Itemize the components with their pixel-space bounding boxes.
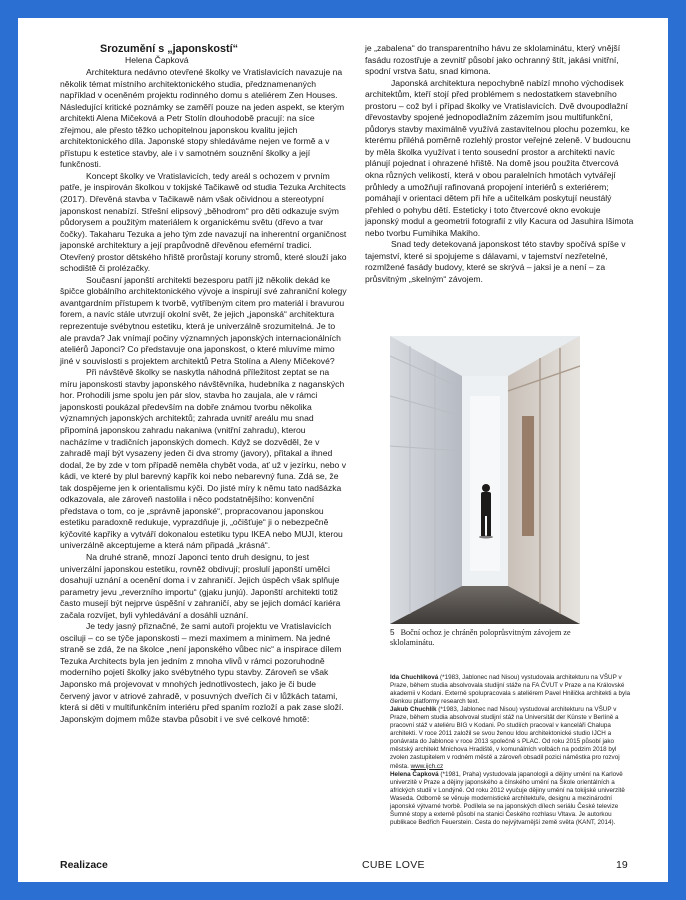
corridor-photo-illustration	[390, 336, 580, 624]
bio-text: (*1983, Jablonec nad Nisou) vystudoval architekturu na VŠUP v Praze, během studia absolvoval studijní stáž na Universität der Künste v Berlíně a pracovní stáž v ateliéru BIG v Kodani. Po studiích pracoval v kanceláři Chalupa architekti. V roce 2011 založil se svou ženou Idou architektonické studio IJCH a ponávrata do Jablonce v roce 2013 společně s PLAC. Od roku 2015 působí jako městský architekt Mnichova Hradiště, v komunálních volbách na podzim 2018 byl zvolen zastupitelem v rodném městě a zároveň obsadil pozici náměstka pro rozvoj města.	[390, 706, 620, 770]
bio-text: (*1981, Praha) vystudovala japanologii a dějiny umění na Karlově univerzitě v Praze a dějiny japonského a čínského umění na Škole orientálních a afrických studií v Londýně. Od roku 2012 vyučuje dějiny umění na tokijské univerzitě Waseda. Odborně se věnuje modernistické architektuře, designu a mezinárodní japonské výtvarné tvorbě. Podílela se na japonských dílech seriálu České televize Šumné stopy a externě působí na stanici Českého rozhlasu Vltava. Je autorkou publikace Bedřich Feuerstein. Cesta do nejvýtvarnější země světa (KANT, 2014).	[390, 770, 625, 826]
corridor-photo	[390, 336, 580, 624]
right-column	[365, 43, 635, 285]
paragraph: Japonská architektura nepochybně nabízí mnoho východisek architektům, kteří stojí před problémem s nedostatkem stavebního prostoru – což byl i případ školky ve Vratislavicích. Dvě dvoupodlažní dřevostavby spojené jednopodlažním zázemím jsou multifunkční, půdorys stavby maximálně využívá zastavitelnou plochu pozemku, ke kterému přiléhá poměrně rozlehlý prostor veřejné zeleně. V budoucnu by měla školka využívat i tento sousední prostor a architekti navíc plánují pojednat i ohrazené hřiště. Na domě jsou použita čtvercová okna různých velikostí, která v obou paralelních hmotách vytvářejí průhledy a umožňují rafinovaná propojení interiérů s exteriérem; pomáhají v orientaci dětem při hře a učitelkám poskytují neustálý přehled o pohybu dětí. Esteticky i toto čtvercové okno evokuje japonský modul a geometrii fotografií z vily Kacura od Jasuhira Išimota nebo tvorbu Fumihika Makiho.	[365, 77, 634, 238]
page-number: 19	[616, 859, 628, 871]
footer-magazine: CUBE LOVE	[362, 859, 425, 871]
bio-entry	[390, 706, 632, 770]
bio-link[interactable]: www.ijch.cz	[410, 762, 444, 770]
figure-caption-text: Boční ochoz je chráněn poloprůsvitným závojem ze sklolaminátu.	[390, 628, 571, 647]
bio-name: Jakub Chuchlík	[390, 706, 437, 714]
figure-number: 5	[390, 628, 395, 637]
magazine-page	[18, 18, 668, 882]
bio-text: (*1983, Jablonec nad Nisou) vystudovala architekturu na VŠUP v Praze, během studia absolvovala studijní stáže na FA ČVUT v Praze a na Královské akademii v Kodani. Externě spolupracovala s ateliérem Pavel Hnilička architekti a byla členkou platformy research text.	[390, 674, 631, 706]
bio-entry	[390, 771, 632, 827]
paragraph: je „zabalena“ do transparentního hávu ze sklolaminátu, který vnější fasádu rozostřuje a zevnitř působí jako ochranný štít, jakási vnitřní, spodní vrstva šatu, snad kimona.	[365, 43, 621, 77]
paragraph: Při návštěvě školky se naskytla náhodná příležitost zeptat se na míru japonskosti stavby japonského návštěvníka, hudebníka z naganských hor. Prohodili jsme spolu jen pár slov, stavba ho zaujala, ale v rámci japonskosti poukázal především na dobře známou tvorbu několika významných japonských architektů; zahrada uvnitř areálu mu snad připomíná japonskou zahradu nakaniwa (vnitřní zahradu), kterou nacházíme v tradičních japonských domech. Když se dozvěděl, že v zahradě mají být vysazeny jeden či dva stromy (javory), přitakal a ihned dodal, že by zde v tom případě neměla chybět voda, ať už v jezírku, nebo v kádi, ve které by plul barevný kapřík koi nebo nebarevný funa. Zdá se, že tak dospějeme jen k orientalismu kýči. Do jisté míry k němu tato nadšázka odkazovala, ale zároveň nastolila i něco podstatnějšího: konvenční představa o tom, co je „správně japonské“, propracovanou japonskou estetiku paradoxně redukuje, vyprazdňuje ji, „očišťuje“ ji o nebezpečně kýčovité kapříky a vytváří dokonalou estetiku typu IKEA nebo MUJI, kterou univerzálně akceptujeme a která nám připadá „krásná“.	[60, 367, 347, 551]
paragraph: Architektura nedávno otevřené školky ve Vratislavicích navazuje na několik témat místního architektonického studia, předznamenaných například v oceněném projektu rodinného domu s ateliérem Zen Houses. Následující kritické poznámky se zaměří pouze na jeden aspekt, se kterým architekti Alena Mičeková a Petr Stolín dlouhodobě pracují: na síce zřejmou, ale přesto těžko uchopitelnou japonskou kvalitu jejich architektonického díla. Japonské stopy shledáváme nejen ve formě a v přístupu k estetice stavby, ale i v samotném souznění školky a její funkčnosti.	[60, 67, 345, 170]
paragraph: Na druhé straně, mnozí Japonci tento druh designu, to jest univerzální japonskou estetiku, rovněž obdivují; proslulí japonští umělci dosahují uznání a ocenění doma i v zahraničí. Jejich úspěch však splňuje parametry jevu „reverzního importu“ (gjaku junjú). Japonští architekti totiž často musejí být nejprve úspěšní v zahraničí, aby se jejich domácí kariéra začala rozvíjet, byli vyhledávání a dosáhli uznání.	[60, 551, 341, 620]
article-author: Helena Čapková	[125, 55, 189, 65]
bio-name: Ida Chuchlíková	[390, 674, 439, 681]
author-bios	[390, 674, 632, 827]
bio-entry	[390, 674, 632, 706]
paragraph: Je tedy jasný přiznačné, že sami autoři projektu ve Vratislavicích osciluji – co se týče japonskosti – mezi maximem a minimem. Na jedné straně se zdá, že na školce „není japonského vůbec nic“ a inspirace dílem Tezuka Architects byla jen jedním z mnoha vlivů v rámci pozoruhodně moderního pojetí školky jako svébytného typu stavby. Zároveň se však Japonsko má projevovat v mnohých jednotlivostech, jako je či bude červený javor v atriové zahradě, v posuvných dveřích či v lůžkách tatami, která si děti v multifunkčním interiéru před spaním rozloží a pak zase složí. Japonským dojmem může stavba působit i ve své celkové hmotě:	[60, 621, 344, 724]
article-title: Srozumění s „japonskostí“	[100, 43, 238, 55]
footer-section: Realizace	[60, 859, 108, 871]
left-column	[60, 43, 348, 725]
paragraph: Koncept školky ve Vratislavicích, tedy areál s ochozem v prvním patře, je inspirován školkou v tokijské Tačikawě od studia Tezuka Architects (2017). Dřevěná stavba v Tačikawě nám však očividnou a stereotypní japonskost nenabízí. Střešní elipsový „běhodrom“ pro děti odkazuje svým půdorysem a použitým materiálem k organickému světu (dřevo a tvar čočky). Takaharu Tezuka a jeho tým zde navazují na inherentní organičnost japonské architektury a její prapůvodně dřevěnou efemérní tradici. Otevřený prostor dětského hřiště prorůstají koruny stromů, které slouží jako schodiště či prolézačky.	[60, 170, 347, 274]
bio-name: Helena Čapková	[390, 770, 439, 778]
paragraph: Snad tedy detekovaná japonskost této stavby spočívá spíše v tajemství, které si spojujeme s dálavami, v tajemství nezřetelné, rozmlžené fasády budovy, které se skrývá – jaksi je a není – za průsvitným „skelným“ závojem.	[365, 239, 626, 284]
figure-caption	[390, 628, 610, 648]
paragraph: Současní japonští architekti bezesporu patří již několik dekád ke špičce globálního architektonického vývoje a inspirují své zahraniční kolegy avantgardním přístupem k tvorbě, vytříbeným citem pro materiál i bravurou forem, a navíc stále utvrzují okolní svět, že jejich „japonská“ architektura reprezentuje svébytnou estetiku, která je univerzálně srozumitelná. Je to ale pravda? Jak vnímají počiny významných japonských internacionálních ateliérů Japonci? Co představuje ona japonskost, o které mluvíme mimo jiné v souvislosti s projektem architektů Petra Stolína a Aleny Mičekové?	[60, 274, 347, 366]
